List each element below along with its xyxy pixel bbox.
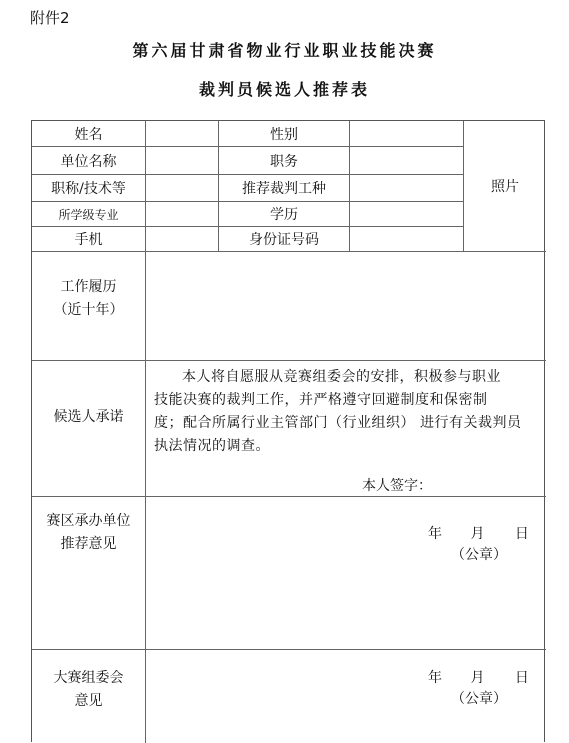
host-opinion-date <box>428 523 529 543</box>
pledge-line: 本人将自愿服从竞赛组委会的安排，积极参与职业 <box>182 369 501 385</box>
row-divider <box>32 649 546 650</box>
date-day: 日 <box>514 670 529 686</box>
committee-opinion-seal: （公章） <box>451 691 507 707</box>
date-month: 月 <box>470 670 485 686</box>
id-number-label: 身份证号码 <box>249 232 319 248</box>
work-history-title: 工作履历 <box>60 279 117 295</box>
referee-type-value[interactable] <box>350 175 463 201</box>
recommendation-form <box>31 120 545 742</box>
date-year: 年 <box>428 526 442 542</box>
major-label: 所学级专业 <box>58 207 119 222</box>
date-day: 日 <box>514 526 529 542</box>
form-title: 第六届甘肃省物业行业职业技能决赛 <box>132 41 437 60</box>
row-divider <box>32 496 546 497</box>
work-history-subtitle: （近十年） <box>53 302 124 318</box>
professional-title-label: 职称/技术等 <box>51 181 126 197</box>
name-label: 姓名 <box>74 126 103 143</box>
gender-value[interactable] <box>350 121 463 146</box>
host-opinion-label <box>32 510 145 556</box>
work-history-label <box>32 276 145 322</box>
referee-type-label: 推荐裁判工种 <box>242 181 326 197</box>
pledge-label: 候选人承诺 <box>53 409 124 425</box>
host-opinion-title: 赛区承办单位 <box>46 513 131 529</box>
form-subtitle: 裁判员候选人推荐表 <box>198 80 370 99</box>
committee-opinion-title: 大赛组委会 <box>53 670 124 686</box>
date-month: 月 <box>470 526 485 542</box>
pledge-text <box>154 366 544 458</box>
id-number-value[interactable] <box>350 227 463 251</box>
host-opinion-seal: （公章） <box>451 547 507 563</box>
host-opinion-subtitle: 推荐意见 <box>60 536 117 552</box>
phone-value[interactable] <box>146 227 218 251</box>
education-value[interactable] <box>350 202 463 226</box>
date-year: 年 <box>428 670 442 686</box>
education-label: 学历 <box>270 207 298 223</box>
photo-box[interactable]: 照片 <box>491 179 519 195</box>
unit-label: 单位名称 <box>60 153 117 170</box>
pledge-line: 技能决赛的裁判工作，并严格遵守回避制度和保密制 <box>154 392 488 408</box>
position-label: 职务 <box>270 153 298 170</box>
professional-title-value[interactable] <box>146 175 218 201</box>
unit-value[interactable] <box>146 147 218 174</box>
committee-opinion-label <box>32 667 145 713</box>
name-value[interactable] <box>146 121 218 146</box>
signature-label: 本人签字： <box>362 478 432 494</box>
pledge-line: 度；配合所属行业主管部门（行业组织） 进行有关裁判员 <box>154 415 522 431</box>
attachment-label: 附件2 <box>30 9 70 27</box>
phone-label: 手机 <box>74 232 103 248</box>
position-value[interactable] <box>350 147 463 174</box>
committee-opinion-date <box>428 667 529 687</box>
committee-opinion-subtitle: 意见 <box>74 693 103 709</box>
major-value[interactable] <box>146 202 218 226</box>
gender-label: 性别 <box>270 126 298 143</box>
pledge-line: 执法情况的调查。 <box>154 438 270 454</box>
work-history-field[interactable] <box>146 252 546 360</box>
